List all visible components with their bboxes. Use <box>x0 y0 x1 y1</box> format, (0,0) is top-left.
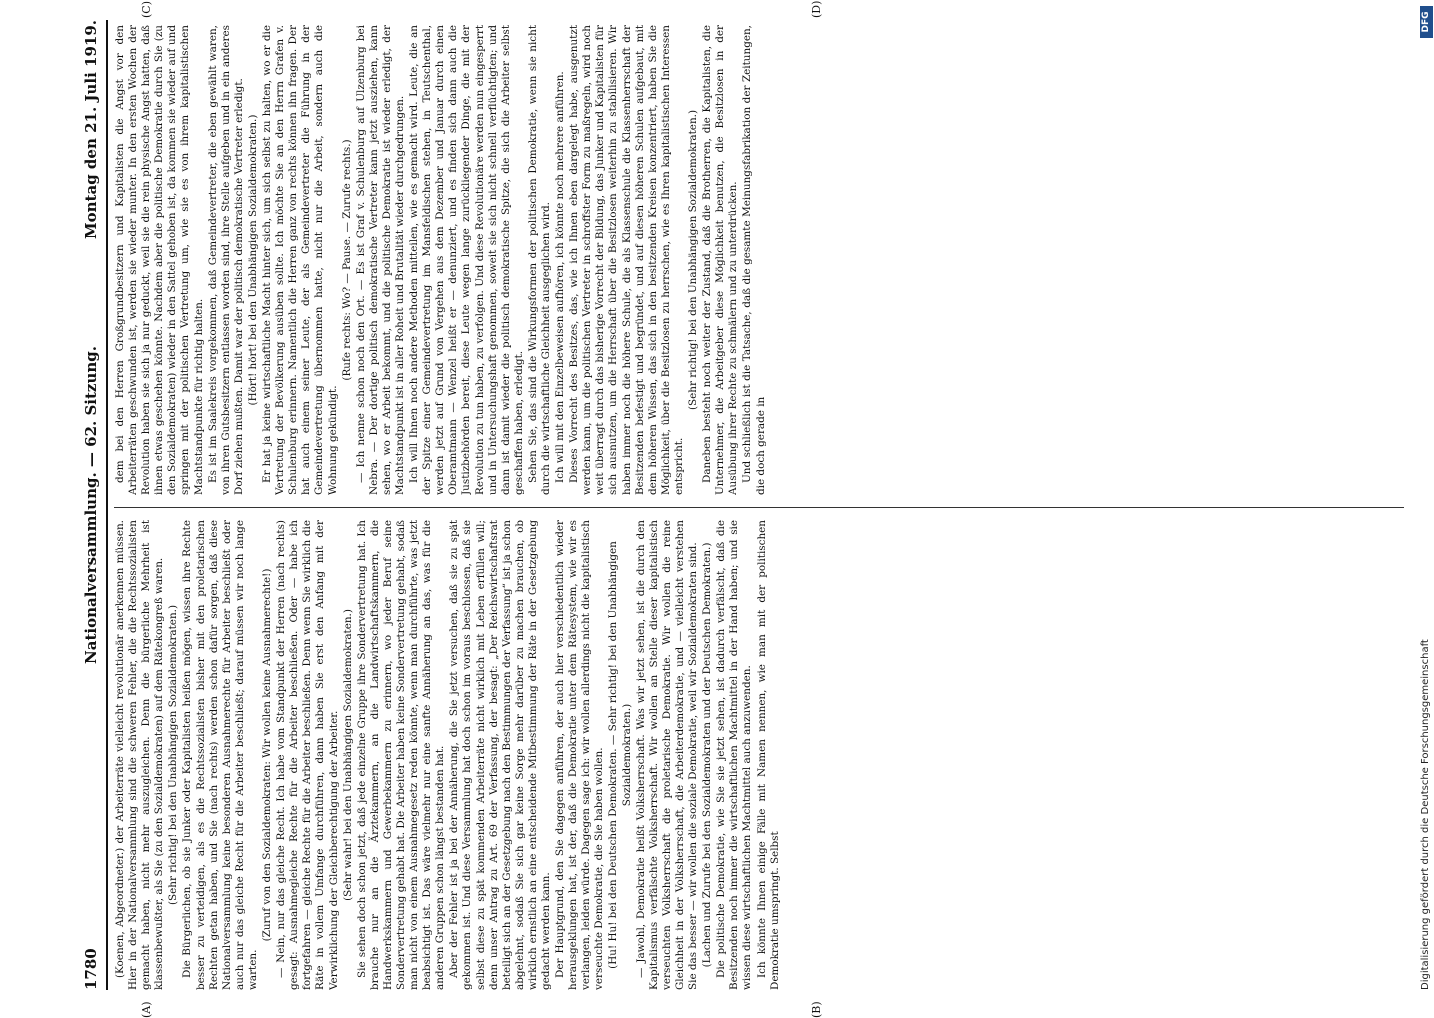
interjection: (Rufe rechts: Wo? — Pause. — Zurufe rechts.) <box>340 139 353 381</box>
paragraph: — Nein, nur das gleiche Recht. Ich habe vom Standpunkt der Herren (nach rechts) gesagt: Ausnahmegleiche Rechte für die Arbeiter beschließen. Oder — habe ich fortgefahren — gleiche Rechte für die Arbeiter beschließen. Denn wenn Sie wirklich die Räte in vollem Umfange durchführen, dann haben Sie erst den Anfang mit der Verwirklichung der Gleichberechtigung der Arbeiter. <box>275 520 340 990</box>
column-divider <box>114 507 1404 508</box>
document-page <box>80 0 1430 1018</box>
margin-marker-d: (D) <box>810 0 823 18</box>
interjection: (Zuruf von den Sozialdemokraten: Wir wollen keine Ausnahmerechte!) <box>261 568 274 942</box>
paragraph: Die politische Demokratie, wie Sie sie jetzt sehen, ist dadurch verfälscht, daß die Besitzenden noch immer die wirtschaftlichen Machtmittel in der Hand haben; und sie wissen diese wirtschaftlichen Machtmittel auch anzuwenden. <box>715 520 754 990</box>
paragraph: Der Hauptgrund, den Sie dagegen anführen, der auch hier verschiedentlich wieder herausgeklungen hat, ist der, daß die Demokratie unter dem Rätesystem, wie wir es verlangen, leiden würde. Dagegen sage ich: wir wollen allerdings nicht die kapitalistisch verseuchte Demokratie, die Sie haben wollen. <box>554 520 606 990</box>
digitization-credit <box>1420 0 1434 990</box>
interjection: (Sehr richtig! bei den Unabhängigen Sozialdemokraten.) <box>167 605 180 906</box>
session-title: Nationalversammlung. — 62. Sitzung. <box>82 346 100 664</box>
paragraph: Daneben besteht noch weiter der Zustand, daß die Brotherren, die Kapitalisten, die Unternehmer, die Arbeitgeber diese Möglichkeit benutzen, die Besitzlosen in der Ausübung ihrer Rechte zu schmälern und zu unterdrücken. <box>701 25 740 495</box>
paragraph: Die Bürgerlichen, ob sie Junker oder Kapitalisten heißen mögen, wissen ihre Rechte besser zu verteidigen, als es die Rechtssozialisten bisher mit den proletarischen Rechten getan haben, und Sie (nach rechts) werden schon dafür sorgen, daß diese Nationalversammlung keine besonderen Ausnahmerechte für Arbeiter beschließt oder auch nur das gleiche Recht für die Arbeiter beschließt; darauf müssen wir noch lange warten. <box>181 520 259 990</box>
left-column <box>114 520 1414 990</box>
paragraph: Aber der Fehler ist ja bei der Annäherung, die Sie jetzt versuchen, daß sie zu spät gekommen ist. Und diese Versammlung hat doch schon im voraus beschlossen, daß sie selbst diese zu spät kommenden Arbeiterräte nicht wirklich mit Leben erfüllen will; denn unser Antrag zu Art. 69 der Verfassung, der besagt: „Der Reichswirtschaftsrat beteiligt sich an der Gesetzgebung nach den Bestimmungen der Verfassung“ ist ja schon abgelehnt, sodaß Sie sich gar keine Sorge mehr darüber zu machen brauchen, ob wirklich ernstlich an eine entscheidende Mitbestimmung der Räte in der Gesetzgebung gedacht werden kann. <box>448 520 552 990</box>
paragraph: (Koenen, Abgeordneter.) der Arbeiterräte vielleicht revolutionär anerkennen müssen. Hier in der Nationalversammlung sind die schweren Fehler, die die Rechtssozialisten gemacht haben, nicht mehr auszugleichen. Denn die bürgerliche Mehrheit ist klassenbewußter, als Sie (zu den Sozialdemokraten) auf dem Rätekongreß waren. <box>114 520 166 990</box>
paragraph: Er hat ja keine wirtschaftliche Macht hinter sich, um sich selbst zu halten, wo er die Vertretung der Bevölkerung ausüben sollte. Ich möchte Sie an den Herrn Grafen v. Schulenburg erinnern. Namentlich die Herren ganz von rechts können ihn fragen. Der hat auch einem seiner Leute, der als Gemeindevertreter die Führung in der Gemeindevertretung übernommen hatte, nicht nur die Arbeit, sondern auch die Wohnung gekündigt. <box>261 25 339 495</box>
dfg-logo: DFG <box>1420 6 1433 38</box>
margin-marker-c: (C) <box>140 1 153 18</box>
right-column <box>114 25 1414 495</box>
paragraph: Ich könnte Ihnen einige Fälle mit Namen nennen, wie man mit der politischen Demokratie umspringt. Selbst <box>755 520 781 990</box>
paragraph: Sehen Sie, das sind die Wirkungsformen der politischen Demokratie, wenn sie nicht durch die wirtschaftliche Gleichheit ausgeglichen wird. <box>526 25 552 495</box>
margin-marker-b: (B) <box>810 1001 823 1018</box>
interjection: (Sehr richtig! bei den Unabhängigen Sozialdemokraten.) <box>687 110 700 411</box>
margin-marker-a: (A) <box>140 1001 153 1018</box>
interjection: (Lachen und Zurufe bei den Sozialdemokraten und der Deutschen Demokraten.) <box>701 542 714 968</box>
interjection: (Sehr wahr! bei den Unabhängigen Sozialdemokraten.) <box>341 609 354 901</box>
paragraph: Ich will Ihnen noch andere Methoden mitteilen, wie es gemacht wird. Leute, die an der Spitze einer Gemeindevertretung im Mansfeldischen stehen, in Teutschenthal, werden jetzt auf Grund von Vergehen aus dem Dezember und Januar durch einen Oberamtmann — Wenzel heißt er — denunziert, und es finden sich dann auch die Justizbehörden bereit, diese Leute wegen lange zurückliegender Dinge, die mit der Revolution zu tun haben, zu verfolgen. Und diese Revolutionäre werden nun eingesperrt und in Untersuchungshaft genommen, soweit sie sich nicht schnell verflüchtigten; und dann ist damit wieder die politisch demokratische Spitze, die sich die Arbeiter selbst geschaffen haben, erledigt. <box>408 25 525 495</box>
interjection: (Hu! Hu! bei den Deutschen Demokraten. — Sehr richtig! bei den Unabhängigen Sozialdemokraten.) <box>607 541 633 969</box>
paragraph: — Jawohl, Demokratie heißt Volksherrschaft. Was wir jetzt sehen, ist die durch den Kapitalismus verfälschte Volksherrschaft. Wir wollen an Stelle dieser kapitalistisch verseuchten Volksherrschaft die proletarische Demokratie. Wir wollen die reine Gleichheit in der Volksherrschaft, die Arbeiterdemokratie, und — vielleicht verstehen Sie das besser — wir wollen die soziale Demokratie, weil wir Sozialdemokraten sind. <box>634 520 700 990</box>
paragraph: Es ist im Saalekreis vorgekommen, daß Gemeindevertreter, die eben gewählt waren, von ihren Gutsbesitzern entlassen worden sind, ihre Stelle aufgeben und in ein anderes Dorf ziehen mußten. Damit war der politisch demokratische Vertreter erledigt. <box>206 25 245 495</box>
paragraph: Sie sehen doch schon jetzt, daß jede einzelne Gruppe ihre Sondervertretung hat. Ich brauche nur an die Ärztekammern, an die Landwirtschaftskammern, die Handwerkskammern und Gewerbekammern zu erinnern, wo jeder Beruf seine Sondervertretung gehabt hat. Die Arbeiter haben keine Sondervertretung gehabt, sodaß man nicht von einem Ausnahmegesetz reden könnte, wenn man durchführte, was jetzt beabsichtigt ist. Das wäre vielmehr nur eine sanfte Annäherung an das, was für die anderen Gruppen schon längst bestanden hat. <box>355 520 447 990</box>
paragraph: dem bei den Herren Großgrundbesitzern und Kapitalisten die Angst vor den Arbeiterräten geschwunden ist, werden sie wieder munter. In den ersten Wochen der Revolution haben sie sich ja nur geduckt, weil sie die rein physische Angst hatten, daß ihnen etwas geschehen könnte. Nachdem aber die politische Demokratie durch Sie (zu den Sozialdemokraten) wieder in den Sattel gehoben ist, da kommen sie wieder auf und springen mit der politischen Vertretung um, wie sie es von ihrem kapitalistischen Machtstandpunkte für richtig halten. <box>114 25 205 495</box>
session-date: Montag den 21. Juli 1919. <box>82 20 100 239</box>
paragraph: Und schließlich ist die Tatsache, daß die gesamte Meinungsfabrikation der Zeitungen, die doch gerade in <box>741 25 767 495</box>
interjection: (Hört! hört! bei den Unabhängigen Sozialdemokraten.) <box>246 114 259 406</box>
page-header <box>80 20 108 990</box>
paragraph: Dieses Vorrecht des Besitzes, das, wie ich Ihnen eben dargelegt habe, ausgenutzt werden kann, um die politischen Vertreter in schroffster Form zu maßregeln, wird noch weit überragt durch das bisherige Vorrecht der Bildung, das Junker und Kapitalisten für sich ausnutzen, um die Herrschaft über die Besitzlosen weiterhin zu stabilisieren. Wir haben immer noch die höhere Schule, die als Klassenschule die Klassenherrschaft der Besitzenden befestigt und begründet, und auf diesen höheren Schulen aufgebaut, mit dem höheren Wissen, das sich in den besitzenden Kreisen konzentriert, haben Sie die Möglichkeit, über die Besitzlosen zu herrschen, wie es Ihren kapitalistischen Interessen entspricht. <box>568 25 685 495</box>
page-number: 1780 <box>82 948 100 990</box>
paragraph: Ich will mit den Einzelbeweisen aufhören, ich könnte noch mehrere anführen. <box>554 71 567 483</box>
credit-text: Digitalisierung gefördert durch die Deutsche Forschungsgemeinschaft <box>1420 639 1431 990</box>
paragraph: — Ich nenne schon noch den Ort. — Es ist Graf v. Schulenburg auf Ulzenburg bei Nebra. — Der dortige politisch demokratische Vertreter kann jetzt ausziehen, kann sehen, wo er Arbeit bekommt, und die politische Demokratie ist wieder erledigt, der Machtstandpunkt ist in aller Roheit und Brutalität wieder durchgedrungen. <box>354 25 406 495</box>
